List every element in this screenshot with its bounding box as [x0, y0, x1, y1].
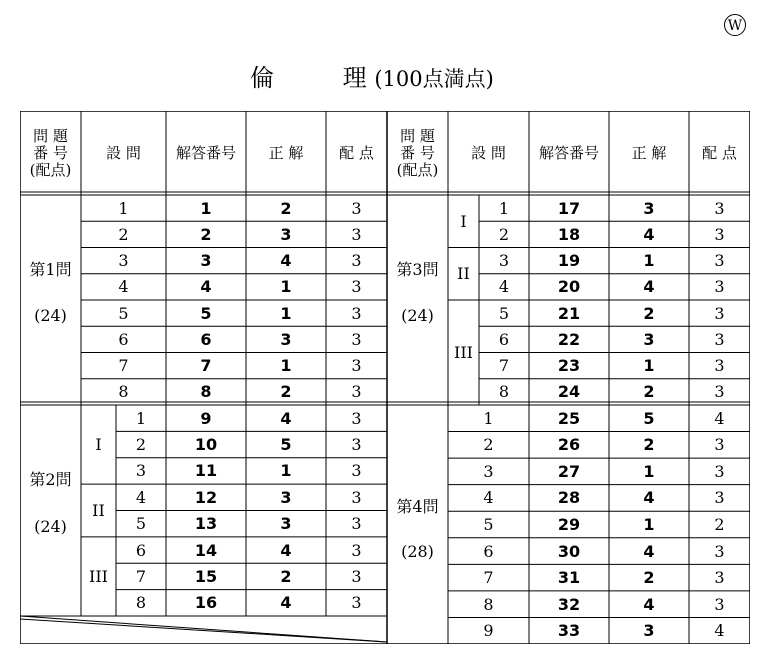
answer-table	[20, 111, 750, 644]
q4-correct: 1	[643, 514, 655, 534]
q3-points: 3	[714, 356, 725, 376]
q3-group-1: I	[460, 211, 467, 231]
title-right: 理	[342, 64, 367, 92]
q2-answer-no: 9	[200, 408, 212, 428]
q2-setsumon: 7	[135, 566, 147, 586]
q1-answer-no: 6	[200, 329, 212, 349]
q1-setsumon: 8	[118, 382, 129, 402]
q2-points: 3	[351, 487, 362, 507]
header-mondai-line: (配点)	[29, 160, 72, 179]
header-kaitou-bangou-right: 解答番号	[538, 143, 599, 162]
q1-correct: 2	[280, 198, 292, 218]
q4-correct: 4	[643, 594, 655, 614]
q1-points: 3	[351, 251, 362, 271]
q2-points: 3	[351, 408, 362, 428]
q3-group-3: III	[454, 343, 473, 362]
q1-correct: 3	[280, 224, 292, 244]
header-seikai-right: 正 解	[631, 143, 667, 162]
q1-answer-no: 5	[200, 303, 212, 323]
q3-answer-no: 24	[557, 382, 581, 402]
header-mondai-right-line: 問 題	[400, 126, 435, 145]
q2-points: 3	[351, 540, 362, 560]
q3-label: 第3問	[396, 260, 439, 279]
q4-points-total: (28)	[401, 541, 434, 561]
q3-answer-no: 20	[557, 277, 581, 297]
q3-points-total: (24)	[401, 306, 434, 326]
q3-answer-no: 23	[557, 356, 581, 376]
q1-setsumon: 4	[118, 277, 129, 297]
q2-correct: 3	[280, 514, 292, 534]
q1-points: 3	[351, 382, 362, 402]
q4-correct: 5	[643, 408, 655, 428]
q2-points: 3	[351, 435, 362, 455]
q3-setsumon: 6	[498, 329, 510, 349]
header-mondai-line: 番 号	[33, 143, 68, 162]
q2-correct: 5	[280, 435, 292, 455]
q2-answer-no: 11	[194, 461, 218, 481]
q4-setsumon: 6	[483, 541, 494, 561]
q2-setsumon: 4	[135, 487, 147, 507]
q4-setsumon: 2	[483, 435, 494, 455]
q3-answer-no: 21	[557, 303, 581, 323]
q3-correct: 4	[643, 277, 655, 297]
q2-correct: 3	[280, 487, 292, 507]
q2-answer-no: 14	[194, 540, 218, 560]
q3-correct: 1	[643, 356, 655, 376]
q3-answer-no: 19	[557, 251, 581, 271]
q4-correct: 1	[643, 461, 655, 481]
page-title	[250, 58, 494, 93]
q1-points: 3	[351, 329, 362, 349]
header-mondai-line: 問 題	[33, 126, 68, 145]
q3-points: 3	[714, 382, 725, 402]
q3-correct: 3	[643, 329, 655, 349]
q4-answer-no: 32	[557, 594, 581, 614]
title-subtitle: (100点満点)	[374, 67, 494, 91]
q2-answer-no: 12	[194, 487, 218, 507]
q4-points: 3	[714, 435, 725, 455]
q4-points: 3	[714, 461, 725, 481]
q3-correct: 1	[643, 251, 655, 271]
q2-answer-no: 10	[194, 435, 218, 455]
q4-points: 3	[714, 568, 725, 588]
q3-points: 3	[714, 198, 725, 218]
q2-correct: 1	[280, 461, 292, 481]
q1-setsumon: 2	[118, 224, 129, 244]
q2-points: 3	[351, 566, 362, 586]
q4-correct: 3	[643, 621, 655, 641]
header-mondai-right-line: 番 号	[400, 143, 435, 162]
q2-answer-no: 16	[194, 593, 218, 613]
q3-answer-no: 18	[557, 224, 581, 244]
q4-setsumon: 3	[483, 461, 494, 481]
q4-answer-no: 27	[557, 461, 581, 481]
q1-points-total: (24)	[34, 306, 67, 326]
q4-points: 4	[714, 621, 725, 641]
q1-correct: 3	[280, 329, 292, 349]
q1-correct: 1	[280, 277, 292, 297]
q1-points: 3	[351, 224, 362, 244]
q3-correct: 3	[643, 198, 655, 218]
q2-setsumon: 5	[135, 514, 147, 534]
header-setsumon-right: 設 問	[471, 143, 506, 162]
q1-setsumon: 5	[118, 303, 129, 323]
q3-correct: 2	[643, 303, 655, 323]
q3-answer-no: 22	[557, 329, 581, 349]
q4-setsumon: 7	[483, 568, 494, 588]
q4-correct: 2	[643, 568, 655, 588]
q1-correct: 1	[280, 356, 292, 376]
header-setsumon: 設 問	[106, 143, 141, 162]
q1-points: 3	[351, 356, 362, 376]
circled-w-mark: W	[724, 14, 746, 36]
q3-group-2: II	[457, 264, 470, 284]
q1-answer-no: 3	[200, 251, 212, 271]
header-mondai	[20, 111, 81, 195]
q4-label: 第4問	[396, 497, 439, 517]
q2-correct: 4	[280, 408, 292, 428]
q4-points: 4	[714, 408, 725, 428]
q1-points: 3	[351, 303, 362, 323]
q2-label: 第2問	[29, 470, 72, 490]
q1-setsumon: 7	[118, 356, 129, 376]
q3-points: 3	[714, 224, 725, 244]
q4-points: 3	[714, 488, 725, 508]
q4-answer-no: 25	[557, 408, 581, 428]
q4-points: 2	[714, 514, 725, 534]
q4-answer-no: 26	[557, 435, 581, 455]
q4-setsumon: 8	[483, 594, 494, 614]
q1-correct: 2	[280, 382, 292, 402]
q2-answer-no: 15	[194, 566, 218, 586]
q3-setsumon: 8	[498, 382, 510, 402]
q2-points-total: (24)	[34, 516, 67, 536]
header-mondai-right-line: (配点)	[396, 160, 439, 179]
q2-correct: 4	[280, 540, 292, 560]
q3-setsumon: 2	[498, 224, 510, 244]
q1-correct: 4	[280, 251, 292, 271]
header-haiten-right: 配 点	[702, 143, 737, 162]
q1-answer-no: 7	[200, 356, 212, 376]
q2-correct: 4	[280, 593, 292, 613]
q1-answer-no: 1	[200, 198, 212, 218]
q1-answer-no: 8	[200, 382, 212, 402]
q4-setsumon: 4	[483, 488, 494, 508]
q4-answer-no: 30	[557, 541, 581, 561]
q4-answer-no: 29	[557, 514, 581, 534]
q4-correct: 4	[643, 541, 655, 561]
q4-answer-no: 31	[557, 568, 581, 588]
title-left: 倫	[250, 64, 274, 92]
q3-correct: 4	[643, 224, 655, 244]
q3-answer-no: 17	[557, 198, 581, 218]
header-seikai: 正 解	[268, 143, 304, 162]
q4-answer-no: 33	[557, 621, 581, 641]
q3-setsumon: 1	[498, 198, 510, 218]
q3-correct: 2	[643, 382, 655, 402]
q2-setsumon: 6	[135, 540, 147, 560]
q3-points: 3	[714, 251, 725, 271]
q1-answer-no: 2	[200, 224, 212, 244]
header-haiten: 配 点	[339, 143, 374, 162]
q2-points: 3	[351, 593, 362, 613]
q4-correct: 4	[643, 488, 655, 508]
q2-setsumon: 3	[135, 461, 147, 481]
q2-correct: 2	[280, 566, 292, 586]
q2-answer-no: 13	[194, 514, 218, 534]
q1-points: 3	[351, 277, 362, 297]
q2-setsumon: 8	[135, 593, 147, 613]
q2-group-3: III	[89, 566, 108, 586]
q2-points: 3	[351, 461, 362, 481]
q4-setsumon: 1	[483, 408, 494, 428]
q3-points: 3	[714, 329, 725, 349]
q2-points: 3	[351, 514, 362, 534]
q1-setsumon: 1	[118, 198, 129, 218]
q3-setsumon: 3	[498, 251, 510, 271]
q4-correct: 2	[643, 435, 655, 455]
q1-answer-no: 4	[200, 277, 212, 297]
q4-answer-no: 28	[557, 488, 581, 508]
q2-setsumon: 1	[135, 408, 147, 428]
q4-points: 3	[714, 541, 725, 561]
q2-group-1: I	[95, 435, 102, 455]
grid-line	[20, 619, 387, 642]
q4-setsumon: 9	[483, 621, 494, 641]
header-kaitou-bangou: 解答番号	[175, 143, 236, 162]
q4-points: 3	[714, 594, 725, 614]
q1-label: 第1問	[29, 260, 72, 279]
q1-points: 3	[351, 198, 362, 218]
q3-points: 3	[714, 303, 725, 323]
q3-setsumon: 7	[498, 356, 510, 376]
q3-setsumon: 5	[498, 303, 510, 323]
q2-setsumon: 2	[135, 435, 147, 455]
q3-setsumon: 4	[498, 277, 510, 297]
q3-points: 3	[714, 277, 725, 297]
q1-correct: 1	[280, 303, 292, 323]
header-mondai-right	[387, 111, 448, 195]
q1-setsumon: 3	[118, 251, 129, 271]
q2-group-2: II	[92, 501, 105, 520]
q1-setsumon: 6	[118, 329, 129, 349]
q4-setsumon: 5	[483, 514, 494, 534]
